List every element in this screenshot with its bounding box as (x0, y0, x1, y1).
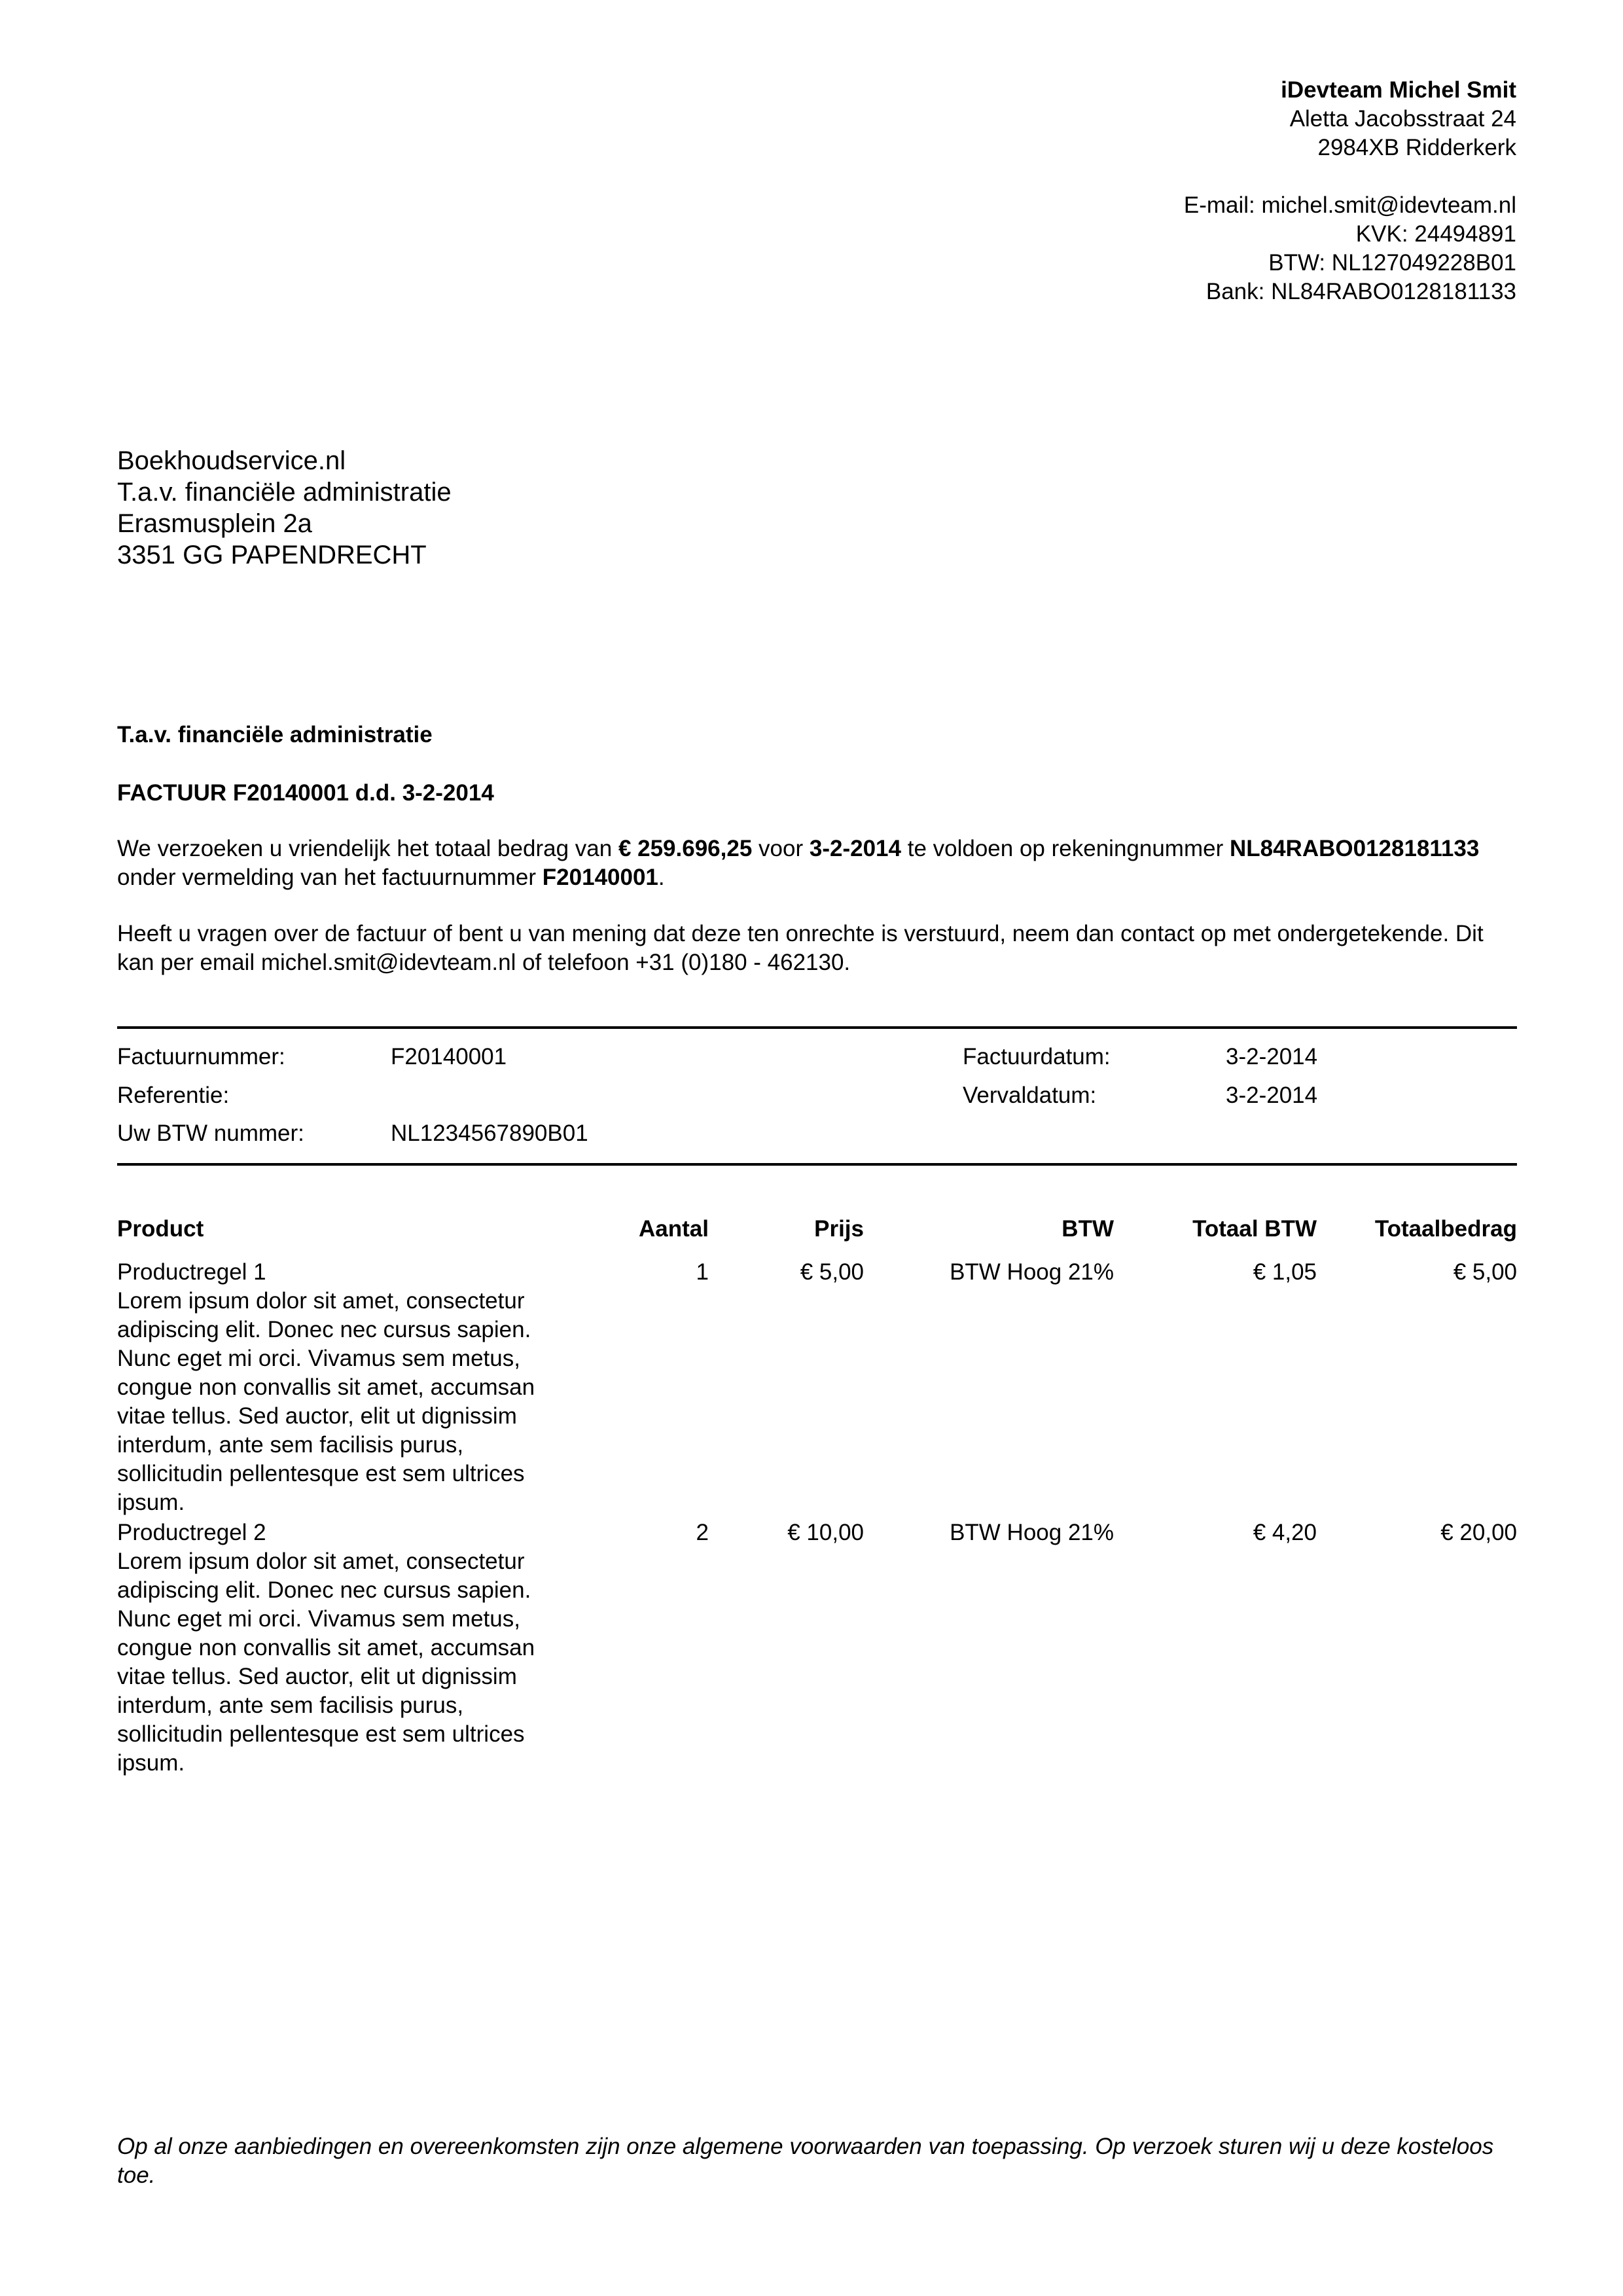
payment-invoice-number: F20140001 (542, 865, 658, 890)
due-date-label: Vervaldatum: (963, 1083, 1097, 1108)
recipient-company: Boekhoudservice.nl (117, 446, 346, 475)
sender-name: iDevteam Michel Smit (1281, 77, 1516, 103)
terms-footer: Op al onze aanbiedingen en overeenkomsten zijn onze algemene voorwaarden van toepassing. Op verzoek sturen wij u deze kosteloos toe. (117, 2134, 1494, 2188)
row-1-price: € 5,00 (800, 1259, 864, 1285)
header-quantity: Aantal (639, 1216, 709, 1242)
invoice-number-value: F20140001 (391, 1044, 507, 1069)
sender-btw: BTW: NL127049228B01 (1268, 250, 1516, 276)
invoice-date-label: Factuurdatum: (963, 1044, 1111, 1069)
payment-text-5: . (658, 865, 665, 890)
due-date-value: 3-2-2014 (1226, 1083, 1318, 1108)
divider-bottom (117, 1163, 1517, 1166)
divider-top (117, 1026, 1517, 1029)
header-total: Totaalbedrag (1374, 1216, 1517, 1242)
row-2-price: € 10,00 (787, 1520, 864, 1545)
product-name: Productregel 2 (117, 1520, 266, 1545)
row-1-vat: BTW Hoog 21% (950, 1259, 1114, 1285)
invoice-title: FACTUUR F20140001 d.d. 3-2-2014 (117, 780, 494, 806)
payment-text-3: te voldoen op rekeningnummer (907, 836, 1224, 861)
recipient-address (117, 445, 452, 571)
invoice-number-label: Factuurnummer: (117, 1044, 285, 1069)
product-description: Lorem ipsum dolor sit amet, consectetur adipiscing elit. Donec nec cursus sapien. Nunc eget mi orci. Vivamus sem metus, congue non convallis sit amet, accumsan vitae tellus. Sed auctor, elit ut dignissim interdum, ante sem facilisis purus, sollicitudin pellentesque est sem ultrices ipsum. (117, 1288, 535, 1515)
payment-amount: € 259.696,25 (618, 836, 753, 861)
sender-city: 2984XB Ridderkerk (1317, 135, 1516, 160)
header-product: Product (117, 1216, 204, 1242)
sender-kvk: KVK: 24494891 (1355, 221, 1516, 247)
payment-request-paragraph (117, 834, 1518, 892)
row-2-total: € 20,00 (1440, 1520, 1517, 1545)
reference-label: Referentie: (117, 1083, 230, 1108)
row-1-quantity: 1 (696, 1259, 709, 1285)
header-vat-total: Totaal BTW (1192, 1216, 1317, 1242)
payment-account: NL84RABO0128181133 (1229, 836, 1480, 861)
invoice-date-value: 3-2-2014 (1226, 1044, 1318, 1069)
sender-email: E-mail: michel.smit@idevteam.nl (1183, 192, 1516, 218)
header-vat: BTW (1061, 1216, 1114, 1242)
payment-text-2: voor (758, 836, 804, 861)
recipient-street: Erasmusplein 2a (117, 509, 312, 538)
payment-text-4: onder vermelding van het factuurnummer (117, 865, 537, 890)
row-1-total: € 5,00 (1453, 1259, 1517, 1285)
vat-number-label: Uw BTW nummer: (117, 1121, 304, 1146)
attention-line: T.a.v. financiële administratie (117, 722, 433, 747)
table-row-1-product (117, 1258, 575, 1517)
sender-street: Aletta Jacobsstraat 24 (1289, 106, 1516, 132)
sender-bank: Bank: NL84RABO0128181133 (1205, 279, 1516, 304)
contact-paragraph: Heeft u vragen over de factuur of bent u van mening dat deze ten onrechte is verstuurd, neem dan contact op met ondergetekende. Dit kan per email michel.smit@idevteam.nl of telefoon +31 (0)180 - 462130. (117, 921, 1484, 975)
row-1-vat-total: € 1,05 (1253, 1259, 1317, 1285)
recipient-city: 3351 GG PAPENDRECHT (117, 541, 427, 569)
row-2-quantity: 2 (696, 1520, 709, 1545)
row-2-vat: BTW Hoog 21% (950, 1520, 1114, 1545)
vat-number-value: NL1234567890B01 (391, 1121, 588, 1146)
payment-due-date: 3-2-2014 (809, 836, 901, 861)
payment-text-1: We verzoeken u vriendelijk het totaal bedrag van (117, 836, 613, 861)
table-row-2-product (117, 1518, 575, 1778)
product-name: Productregel 1 (117, 1259, 266, 1285)
header-price: Prijs (814, 1216, 864, 1242)
row-2-vat-total: € 4,20 (1253, 1520, 1317, 1545)
product-description: Lorem ipsum dolor sit amet, consectetur adipiscing elit. Donec nec cursus sapien. Nunc eget mi orci. Vivamus sem metus, congue non convallis sit amet, accumsan vitae tellus. Sed auctor, elit ut dignissim interdum, ante sem facilisis purus, sollicitudin pellentesque est sem ultrices ipsum. (117, 1549, 535, 1776)
sender-block (927, 76, 1516, 306)
recipient-attention: T.a.v. financiële administratie (117, 478, 452, 507)
